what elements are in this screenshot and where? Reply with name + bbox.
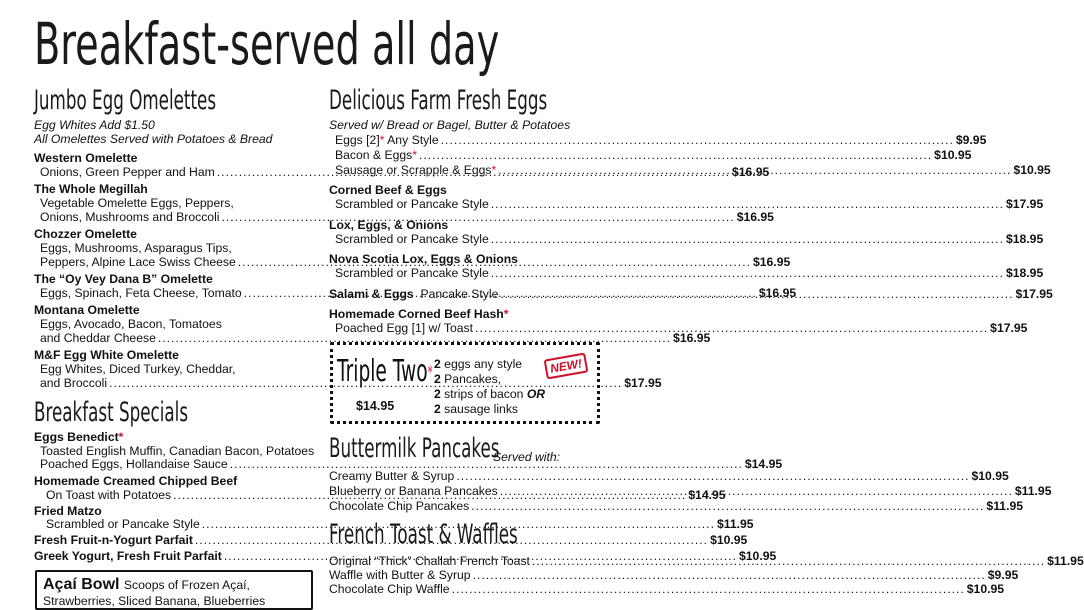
eggs-dish-name: Lox, Eggs, & Onions [329, 218, 449, 232]
french-toast-heading: French Toast & Waffles [329, 519, 518, 550]
omelettes-note-1: Egg Whites Add $1.50 [34, 118, 155, 132]
eggs-dish [329, 287, 498, 301]
omelette-name: M&F Egg White Omelette [34, 348, 179, 362]
omelette-desc: and Broccoli [40, 376, 108, 390]
triple-two-count: 2 [434, 357, 441, 371]
star-mark: * [427, 362, 433, 381]
eggs-price: $18.95 [1005, 232, 1044, 246]
eggs-dish-name: Corned Beef & Eggs [329, 183, 447, 197]
eggs-row [329, 232, 1044, 246]
special-name [34, 430, 123, 444]
eggs-dish-name: Nova Scotia Lox, Eggs & Onions [329, 252, 518, 266]
eggs-row [329, 321, 1028, 335]
special-desc: Scrambled or Pancake Style [46, 517, 200, 531]
triple-two-line [434, 372, 545, 387]
eggs-dish-name-text: Homemade Corned Beef Hash [329, 307, 504, 321]
acai-bowl-box [35, 570, 313, 610]
special-price: $11.95 [716, 517, 754, 531]
special-name-text: Eggs Benedict [34, 430, 119, 444]
omelette-name: Chozzer Omelette [34, 227, 137, 241]
pancake-name: Blueberry or Banana Pancakes [329, 484, 498, 498]
eggs-item-text: Bacon & Eggs [335, 148, 413, 162]
dot-leader [500, 484, 1013, 498]
eggs-dish-name [329, 307, 508, 321]
star-mark: * [412, 148, 417, 162]
omelette-desc: Eggs, Spinach, Feta Cheese, Tomato [40, 286, 242, 300]
eggs-note: Served w/ Bread or Bagel, Butter & Potatoes [329, 118, 571, 132]
omelette-price: $16.95 [736, 210, 774, 224]
pancakes-heading-text: Buttermilk Pancakes [329, 433, 500, 464]
dot-leader [491, 197, 1004, 211]
omelette-price: $16.95 [752, 255, 791, 269]
eggs-price: $10.95 [934, 148, 972, 162]
omelette-name: The “Oy Vey Dana B” Omelette [34, 272, 213, 286]
dot-leader [473, 568, 986, 582]
omelette-price: $16.95 [758, 286, 797, 300]
triple-two-count: 2 [434, 387, 441, 401]
special-row [34, 533, 748, 547]
eggs-item-tail: Any Style [384, 133, 439, 147]
special-name: Greek Yogurt, Fresh Fruit Parfait [34, 549, 222, 563]
eggs-price: $9.95 [955, 133, 987, 147]
special-row [34, 517, 754, 531]
eggs-price: $10.95 [1013, 163, 1051, 177]
pancake-price: $10.95 [971, 469, 1009, 483]
triple-two-line [434, 357, 545, 372]
special-price: $14.95 [688, 488, 726, 502]
omelette-row [34, 331, 711, 345]
star-mark: * [491, 163, 497, 177]
triple-two-count: 2 [434, 372, 441, 386]
omelette-desc: Egg Whites, Diced Turkey, Cheddar, [40, 362, 236, 376]
pancake-price: $11.95 [986, 499, 1024, 513]
triple-two-title-text: Triple Two [337, 354, 428, 389]
pancake-row [329, 499, 1024, 513]
eggs-row [329, 197, 1044, 211]
eggs-dish-desc: Pancake Style [420, 287, 499, 301]
triple-two-text: strips of bacon [444, 387, 524, 401]
pancake-name: Creamy Butter & Syrup [329, 469, 455, 483]
triple-two-box [330, 342, 600, 424]
eggs-price: $17.95 [990, 321, 1028, 335]
eggs-heading: Delicious Farm Fresh Eggs [329, 85, 548, 116]
dot-leader [222, 210, 735, 224]
triple-two-price: $14.95 [356, 399, 395, 413]
omelette-desc: Peppers, Alpine Lace Swiss Cheese [40, 255, 236, 269]
special-desc: Toasted English Muffin, Canadian Bacon, Potatoes [40, 444, 315, 458]
omelette-desc: Eggs, Avocado, Bacon, Tomatoes [40, 317, 222, 331]
eggs-item [329, 163, 496, 177]
eggs-price: $18.95 [1005, 266, 1044, 280]
french-toast-row [329, 568, 1019, 582]
eggs-item [329, 148, 417, 162]
eggs-dish-desc: Poached Egg [1] w/ Toast [335, 321, 473, 335]
omelette-price: $16.95 [731, 165, 770, 179]
triple-two-line [434, 387, 545, 402]
dot-leader [500, 287, 1013, 301]
omelette-name: The Whole Megillah [34, 182, 148, 196]
eggs-row [329, 266, 1044, 280]
dot-leader [452, 582, 965, 596]
special-price: $10.95 [739, 549, 777, 563]
pancake-row [329, 469, 1009, 483]
eggs-item-text: Eggs [2] [335, 133, 380, 147]
pancake-name: Chocolate Chip Pancakes [329, 499, 470, 513]
eggs-dish-desc: Scrambled or Pancake Style [335, 197, 489, 211]
dot-leader [419, 148, 932, 162]
dot-leader [532, 554, 1045, 568]
special-name: Fresh Fruit-n-Yogurt Parfait [34, 533, 193, 547]
triple-two-or: OR [526, 387, 546, 401]
special-price: $14.95 [744, 457, 783, 471]
dot-leader [491, 266, 1004, 280]
eggs-price: $17.95 [1015, 287, 1053, 301]
special-desc: Poached Eggs, Hollandaise Sauce [40, 457, 228, 471]
star-mark: * [118, 430, 124, 444]
new-badge: NEW! [544, 353, 589, 380]
star-mark: * [503, 307, 509, 321]
french-toast-price: $10.95 [966, 582, 1005, 596]
eggs-price: $17.95 [1005, 197, 1044, 211]
specials-heading: Breakfast Specials [34, 397, 189, 428]
triple-two-line [434, 402, 545, 417]
french-toast-price: $9.95 [987, 568, 1019, 582]
omelettes-note-2: All Omelettes Served with Potatoes & Bread [34, 132, 273, 146]
dot-leader [491, 232, 1004, 246]
eggs-row [329, 133, 987, 147]
omelette-desc: Vegetable Omelette Eggs, Peppers, [40, 196, 234, 210]
eggs-dish-desc: Scrambled or Pancake Style [335, 266, 489, 280]
omelette-name: Western Omelette [34, 151, 138, 165]
star-mark: * [379, 133, 385, 147]
acai-desc: Scoops of Frozen Açaí, [123, 578, 250, 592]
omelette-price: $16.95 [673, 331, 711, 345]
eggs-item [329, 133, 439, 147]
pancake-price: $11.95 [1014, 484, 1052, 498]
special-desc: On Toast with Potatoes [46, 488, 172, 502]
dot-leader [441, 133, 954, 147]
eggs-dish-desc: Scrambled or Pancake Style [335, 232, 489, 246]
french-toast-name: Chocolate Chip Waffle [329, 582, 450, 596]
special-name: Fried Matzo [34, 504, 102, 518]
french-toast-row [329, 582, 1005, 596]
french-toast-price: $11.95 [1047, 554, 1084, 568]
french-toast-name: Original “Thick” Challah French Toast [329, 554, 530, 568]
eggs-row [329, 148, 972, 162]
dot-leader [498, 163, 1011, 177]
omelette-row [34, 210, 774, 224]
special-name: Homemade Creamed Chipped Beef [34, 474, 238, 488]
acai-desc-2: Strawberries, Sliced Banana, Blueberries [43, 594, 266, 608]
triple-two-text: sausage links [444, 402, 519, 416]
triple-two-text: Pancakes, [444, 372, 502, 386]
special-price: $10.95 [710, 533, 748, 547]
acai-heading: Açaí Bowl [43, 576, 120, 593]
omelette-desc: Onions, Green Pepper and Ham [40, 165, 215, 179]
dot-leader [471, 499, 984, 513]
pancakes-sub: Served with: [493, 450, 561, 464]
pancakes-heading [329, 434, 500, 464]
eggs-item-text: Sausage or Scrapple & Eggs [335, 163, 492, 177]
omelette-desc: and Cheddar Cheese [40, 331, 156, 345]
dot-leader [456, 469, 969, 483]
french-toast-name: Waffle with Butter & Syrup [329, 568, 471, 582]
menu-title: Breakfast-served all day [34, 10, 500, 78]
eggs-dish-name: Salami & Eggs [329, 287, 414, 301]
omelettes-heading: Jumbo Egg Omelettes [34, 85, 217, 116]
omelette-price: $17.95 [624, 376, 662, 390]
triple-two-items [434, 357, 545, 417]
dot-leader [475, 321, 988, 335]
triple-two-count: 2 [434, 402, 441, 416]
triple-two-title [337, 355, 433, 389]
omelette-desc: Onions, Mushrooms and Broccoli [40, 210, 220, 224]
omelette-desc: Eggs, Mushrooms, Asparagus Tips, [40, 241, 232, 255]
omelette-name: Montana Omelette [34, 303, 140, 317]
triple-two-text: eggs any style [444, 357, 523, 371]
